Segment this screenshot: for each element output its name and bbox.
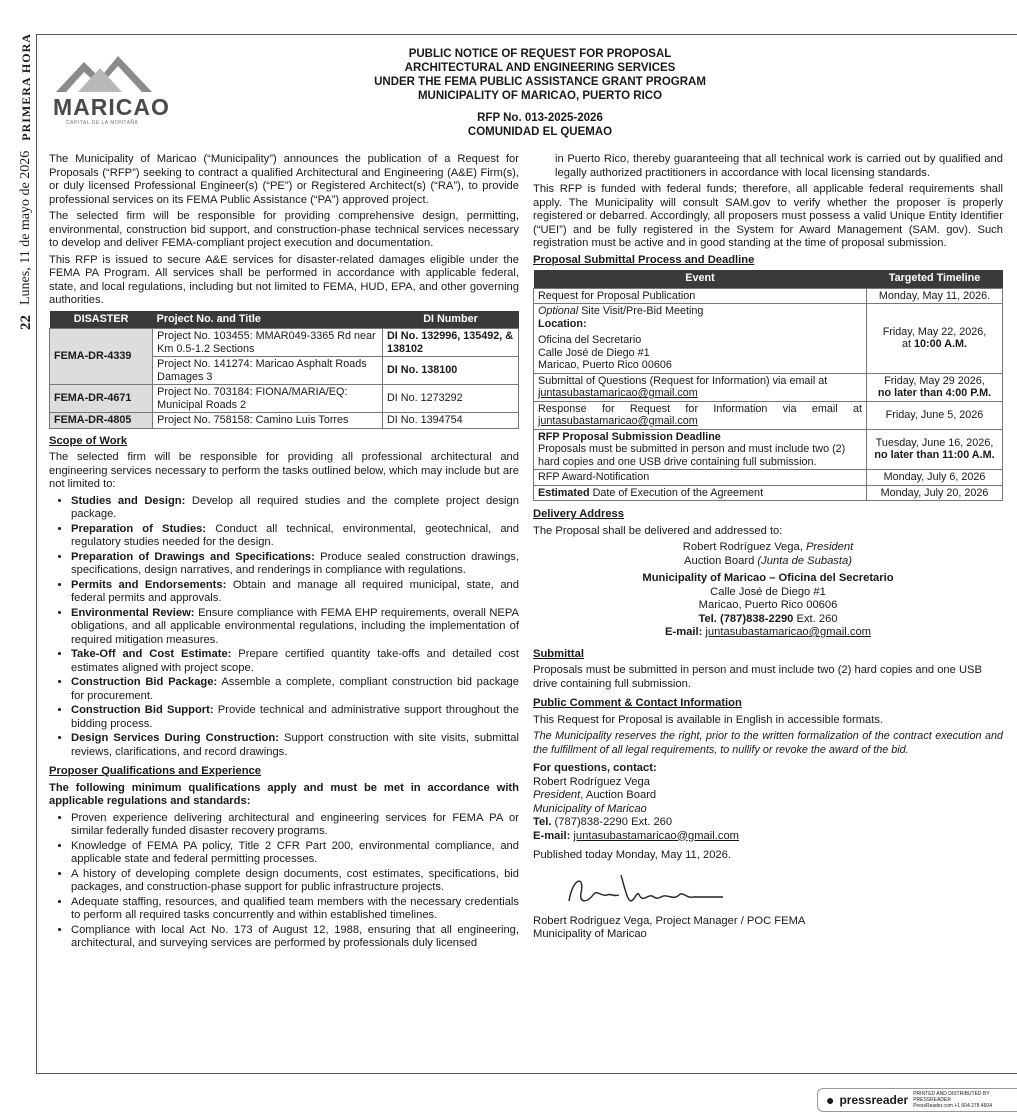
list-item: • Studies and Design: Develop all required studies and the complete project design package. xyxy=(71,495,519,522)
list-item: • Preparation of Drawings and Specifications: Produce sealed construction drawings, specifications, design narratives, and renderings in compliance with regulations. xyxy=(71,551,519,578)
email-link[interactable]: juntasubastamaricao@gmail.com xyxy=(538,415,698,427)
table-row xyxy=(50,413,519,429)
rfp-number: RFP No. 013-2025-2026 xyxy=(477,112,603,124)
page-number: 22 xyxy=(17,315,34,330)
table-row: Request for Proposal Publication Monday, May 11, 2026. xyxy=(534,288,1003,304)
di-cell: DI No. 1273292 xyxy=(383,385,519,413)
page-sidebar xyxy=(14,30,38,330)
issue-date: Lunes, 11 de mayo de 2026 xyxy=(18,150,33,305)
federal-paragraph: This RFP is funded with federal funds; therefore, all applicable federal requirements shall apply. The Municipality will consult SAM.gov to verify whether the proposer is properly registered or debarred. Accordingly, all proposers must possess a valid Unique Entity Identifier (“UEI”) and be fully registered in the System for Award Management (SAM. gov). Such registration must be active and in good standing at the time of proposal submission. xyxy=(533,183,1003,249)
table-row xyxy=(50,329,519,357)
list-item: • Construction Bid Support: Provide technical and administrative support throughout the bidding process. xyxy=(71,704,519,731)
list-item: • Construction Bid Package: Assemble a complete, compliant construction bid package for procurement. xyxy=(71,676,519,703)
list-item: • Proven experience delivering architectural and engineering services for FEMA PA or similar federally funded disaster recovery programs. xyxy=(71,812,519,839)
logo-name: MARICAO xyxy=(53,94,170,120)
signatory-name: Robert Rodriguez Vega, Project Manager / POC FEMA xyxy=(533,914,806,927)
list-item: • A history of developing complete design documents, cost estimates, specifications, bid packages, and construction-phase support for public infrastructure projects. xyxy=(71,868,519,895)
scope-title: Scope of Work xyxy=(49,434,128,447)
table-header: Project No. and Title xyxy=(153,311,383,329)
di-cell: DI No. 132996, 135492, & 138102 xyxy=(383,329,519,357)
quals-intro: The following minimum qualifications apply and must be met in accordance with applicable regulations and standards: xyxy=(49,781,519,807)
project-cell: Project No. 703184: FIONA/MARIA/EQ: Municipal Roads 2 xyxy=(153,385,383,413)
header-line: UNDER THE FEMA PUBLIC ASSISTANCE GRANT PROGRAM xyxy=(374,76,706,88)
intro-paragraph: This RFP is issued to secure A&E services for disaster-related damages eligible under the FEMA PA Program. All services shall be performed in accordance with applicable federal, state, and local regulations, including but not limited to FEMA, HUD, EPA, and other governing authorities. xyxy=(49,253,519,306)
table-row: Response for Request for Information via email at juntasubastamaricao@gmail.com Friday, June 5, 2026 xyxy=(534,401,1003,429)
di-cell: DI No. 1394754 xyxy=(383,413,519,429)
list-item: • Take-Off and Cost Estimate: Prepare certified quantity take-offs and detailed cost estimates aligned with project scope. xyxy=(71,648,519,675)
delivery-address: Robert Rodríguez Vega, President Auction Board (Junta de Subasta) Municipality of Maricao – Oficina del Secretario Calle José de Diego #1 Maricao, Puerto Rico 00606 Tel. (787)838-2290 Ext. 260 E-mail: juntasubastamaricao@gmail.com xyxy=(642,541,894,638)
list-item: • Environmental Review: Ensure compliance with FEMA EHP requirements, overall NEPA obligations, and all applicable environmental regulations, including the implementation of required mitigation measures. xyxy=(71,607,519,648)
di-cell: DI No. 138100 xyxy=(383,357,519,385)
table-header: Event xyxy=(534,270,867,288)
continuation-paragraph: in Puerto Rico, thereby guaranteeing that all technical work is carried out by qualified and legally authorized practitioners in accordance with local licensing standards. xyxy=(555,153,1003,179)
table-header: DI Number xyxy=(383,311,519,329)
logo-tagline: CAPITAL DE LA MONTAÑA xyxy=(66,120,139,126)
scope-list xyxy=(49,495,519,760)
brand-name: pressreader xyxy=(839,1093,909,1107)
table-row: RFP Proposal Submission Deadline Proposals must be submitted in person and must include two (2) hard copies and one USB drive containing full submission. Tuesday, June 16, 2026, no later than 11:00 A.M. xyxy=(534,429,1003,470)
email-link[interactable]: juntasubastamaricao@gmail.com xyxy=(705,626,871,638)
disaster-cell: FEMA-DR-4671 xyxy=(50,385,153,413)
delivery-intro: The Proposal shall be delivered and addressed to: xyxy=(533,524,783,537)
delivery-title: Delivery Address xyxy=(533,508,624,520)
table-row: RFP Award-Notification Monday, July 6, 2026 xyxy=(534,470,1003,486)
reserve-text: The Municipality reserves the right, prior to the written formalization of the contract execution and the fulfillment of all legal requirements, to nullify or revoke the award of the bid. xyxy=(533,730,1003,756)
timeline-table xyxy=(533,270,1003,501)
list-item: • Knowledge of FEMA PA policy, Title 2 CFR Part 200, environmental compliance, and applicable state and federal permitting processes. xyxy=(71,840,519,867)
left-column xyxy=(49,153,519,954)
published-date: Published today Monday, May 11, 2026. xyxy=(533,849,731,861)
list-item: • Preparation of Studies: Conduct all technical, environmental, geotechnical, and regulatory studies needed for the design. xyxy=(71,523,519,550)
table-row: Estimated Date of Execution of the Agreement Monday, July 20, 2026 xyxy=(534,485,1003,501)
project-cell: Project No. 103455: MMAR049-3365 Rd near Km 0.5-1.2 Sections xyxy=(153,329,383,357)
mountain-logo-icon xyxy=(48,48,158,98)
table-row: Submittal of Questions (Request for Information) via email at juntasubastamaricao@gmail.com Friday, May 29 2026, no later than 4:00 P.M. xyxy=(534,373,1003,401)
comment-title: Public Comment & Contact Information xyxy=(533,697,742,709)
table-row xyxy=(50,385,519,413)
list-item: • Compliance with local Act No. 173 of August 12, 1988, ensuring that all engineering, architectural, and surveying services are performed by professionals duly licensed xyxy=(71,924,519,951)
list-item: • Design Services During Construction: Support construction with site visits, submittal reviews, clarifications, and record drawings. xyxy=(71,732,519,759)
header-line: MUNICIPALITY OF MARICAO, PUERTO RICO xyxy=(417,90,663,102)
contact-block: For questions, contact: Robert Rodríguez Vega President, Auction Board Municipality of Maricao Tel. (787)838-2290 Ext. 260 E-mail: juntasubastamaricao@gmail.com Published today Monday, May 11, 2026. xyxy=(533,762,1003,863)
quals-title: Proposer Qualifications and Experience xyxy=(49,765,262,777)
list-item: • Permits and Endorsements: Obtain and manage all required municipal, state, and federal permits and approvals. xyxy=(71,579,519,606)
list-item: • Adequate staffing, resources, and qualified team members with the necessary credentials to perform all required tasks concurrently and within established timelines. xyxy=(71,896,519,923)
intro-paragraph: The Municipality of Maricao (“Municipality”) announces the publication of a Request for Proposals (“RFP”) seeking to contract a qualified Architectural and Engineering (A&E) Firm(s), or duly licensed Professional Engineer(s) (“PE”) or Registered Architect(s) (“RA”), to provide professional services on its FEMA Public Assistance (“PA”) approved project. xyxy=(49,153,519,206)
signature-icon xyxy=(563,867,733,915)
section-name: PRIMERA HORA xyxy=(18,33,33,141)
intro-paragraph: The selected firm will be responsible for providing comprehensive design, permitting, environmental, construction bid support, and construction-phase technical services necessary to develop and deliver FEMA-compliant project execution and documentation. xyxy=(49,210,519,249)
disaster-cell: FEMA-DR-4339 xyxy=(50,329,153,385)
signature xyxy=(563,867,1003,915)
project-cell: Project No. 141274: Maricao Asphalt Roads Damages 3 xyxy=(153,357,383,385)
disaster-cell: FEMA-DR-4805 xyxy=(50,413,153,429)
email-link[interactable]: juntasubastamaricao@gmail.com xyxy=(538,387,698,399)
submittal-text: Proposals must be submitted in person and must include two (2) hard copies and one USB drive containing full submission. xyxy=(533,664,982,690)
pressreader-logo-icon: ● xyxy=(826,1092,835,1108)
table-header: Targeted Timeline xyxy=(867,270,1003,288)
community-name: COMUNIDAD EL QUEMAO xyxy=(467,126,613,138)
table-header: DISASTER xyxy=(50,311,153,329)
header-line: ARCHITECTURAL AND ENGINEERING SERVICES xyxy=(404,62,676,74)
scope-intro: The selected firm will be responsible for providing all professional architectural and engineering services necessary to perform the tasks outlined below, which may include but are not limited to: xyxy=(49,451,519,490)
maricao-logo xyxy=(48,48,168,128)
process-title: Proposal Submittal Process and Deadline xyxy=(533,253,755,266)
submittal-title: Submittal xyxy=(533,647,584,660)
header-line: PUBLIC NOTICE OF REQUEST FOR PROPOSAL xyxy=(408,48,672,60)
project-cell: Project No. 758158: Camino Luis Torres xyxy=(153,413,383,429)
email-link[interactable]: juntasubastamaricao@gmail.com xyxy=(573,829,739,842)
signatory-org: Municipality of Maricao xyxy=(533,928,647,940)
notice-header xyxy=(300,47,780,139)
pressreader-badge: ● pressreader PRINTED AND DISTRIBUTED BY PRESSREADER PressReader.com +1 604 278 4604 xyxy=(817,1088,1017,1112)
quals-list xyxy=(49,812,519,951)
table-row: Optional Site Visit/Pre-Bid Meeting Location: Oficina del Secretario Calle José de Diego #1 Maricao, Puerto Rico 00606 Friday, May 22, 2026, at 10:00 A.M. xyxy=(534,304,1003,374)
right-column xyxy=(533,153,1003,942)
disaster-table xyxy=(49,311,519,429)
comment-text: This Request for Proposal is available in English in accessible formats. xyxy=(533,713,884,726)
